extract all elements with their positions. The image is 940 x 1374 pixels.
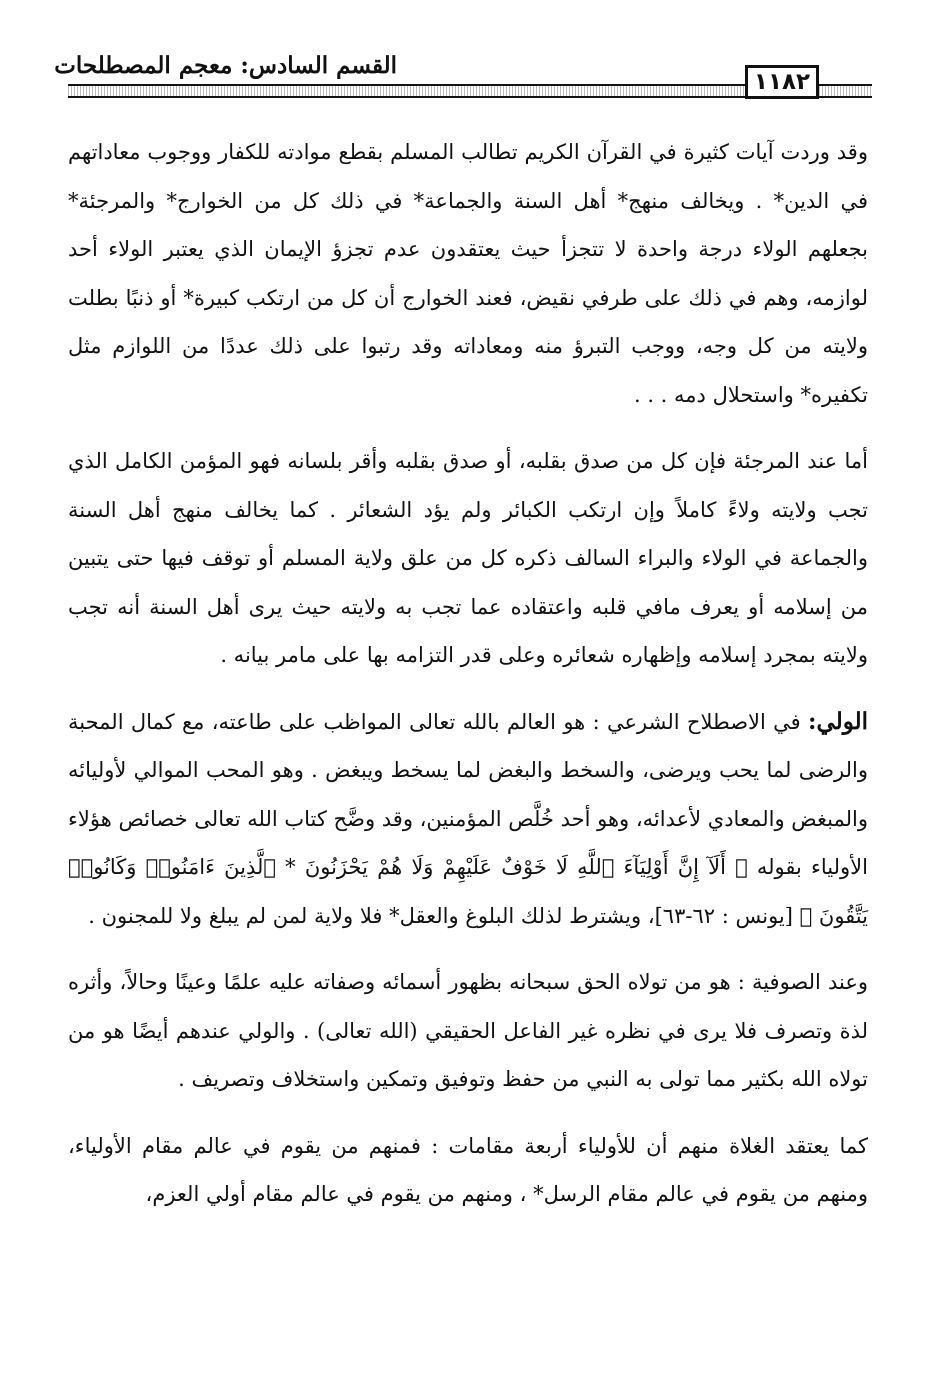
paragraph-2: أما عند المرجئة فإن كل من صدق بقلبه، أو صدق بقلبه وأقر بلسانه فهو المؤمن الكامل الذي تجب ولايته ولاءً كاملاً وإن ارتكب الكبائر ولم يؤد الشعائر . كما يخالف منهج أهل السنة والجماعة في الولاء والبراء السالف ذكره كل من علق ولاية المسلم أو توقف فيها حتى يتبين من إسلامه أو يعرف مافي قلبه واعتقاده عما تجب به ولايته حيث يرى أهل السنة أنه تجب ولايته بمجرد إسلامه وإظهاره شعائره وعلى قدر التزامه بها على مامر بيانه . [68, 449, 868, 667]
header-rule-right [816, 84, 872, 98]
paragraph-1: وقد وردت آيات كثيرة في القرآن الكريم تطالب المسلم بقطع موادته للكفار ووجوب معاداتهم في الدين* . ويخالف منهج* أهل السنة والجماعة* في ذلك كل من الخوارج* والمرجئة* بجعلهم الولاء درجة واحدة لا تتجزأ حيث يعتقدون عدم تجزؤ الإيمان الذي يعتبر الولاء أحد لوازمه، وهم في ذلك على طرفي نقيض، فعند الخوارج أن كل من ارتكب كبيرة* أو ذنبًا بطلت ولايته من كل وجه، ووجب التبرؤ منه ومعاداته وقد رتبوا على ذلك عددًا من اللوازم مثل تكفيره* واستحلال دمه . . . [68, 140, 868, 407]
paragraph-3-text: في الاصطلاح الشرعي : هو العالم بالله تعالى المواظب على طاعته، مع كمال المحبة والرضى لما يحب ويرضى، والسخط والبغض لما يسخط ويبغض . وهو المحب الموالي لأوليائه والمبغض والمعادي لأعدائه، وهو أحد خُلَّص المؤمنين، وقد وضَّح كتاب الله تعالى خصائص هؤلاء الأولياء بقوله ﴿ أَلَآ إِنَّ أَوْلِيَآءَ ٱللَّهِ لَا خَوْفٌ عَلَيْهِمْ وَلَا هُمْ يَحْزَنُونَ * ٱلَّذِينَ ءَامَنُوا۟ وَكَانُوا۟ يَتَّقُونَ ﴾ [يونس : ٦٢-٦٣]، ويشترط لذلك البلوغ والعقل* فلا ولاية لمن لم يبلغ ولا للمجنون . [68, 709, 868, 928]
header-rule-left [68, 84, 745, 98]
paragraph-3 [68, 698, 868, 941]
running-header-title: القسم السادس: معجم المصطلحات [54, 52, 397, 79]
page-number-box: ١١٨٢ [745, 65, 819, 99]
paragraph-5: كما يعتقد الغلاة منهم أن للأولياء أربعة مقامات : فمنهم من يقوم في عالم مقام الأولياء، ومنهم من يقوم في عالم مقام الرسل* ، ومنهم من يقوم في عالم مقام أولي العزم، [68, 1133, 868, 1206]
term-heading: الولي: [808, 707, 868, 735]
paragraph-4: وعند الصوفية : هو من تولاه الحق سبحانه بظهور أسمائه وصفاته عليه علمًا وعينًا وحالاً، وأثره لذة وتصرف فلا يرى في نظره غير الفاعل الحقيقي (الله تعالى) . والولي عندهم أيضًا هو من تولاه الله بكثير مما تولى به النبي من حفظ وتوفيق وتمكين واستخلاف وتصريف . [68, 970, 868, 1091]
body-text [68, 128, 868, 1237]
